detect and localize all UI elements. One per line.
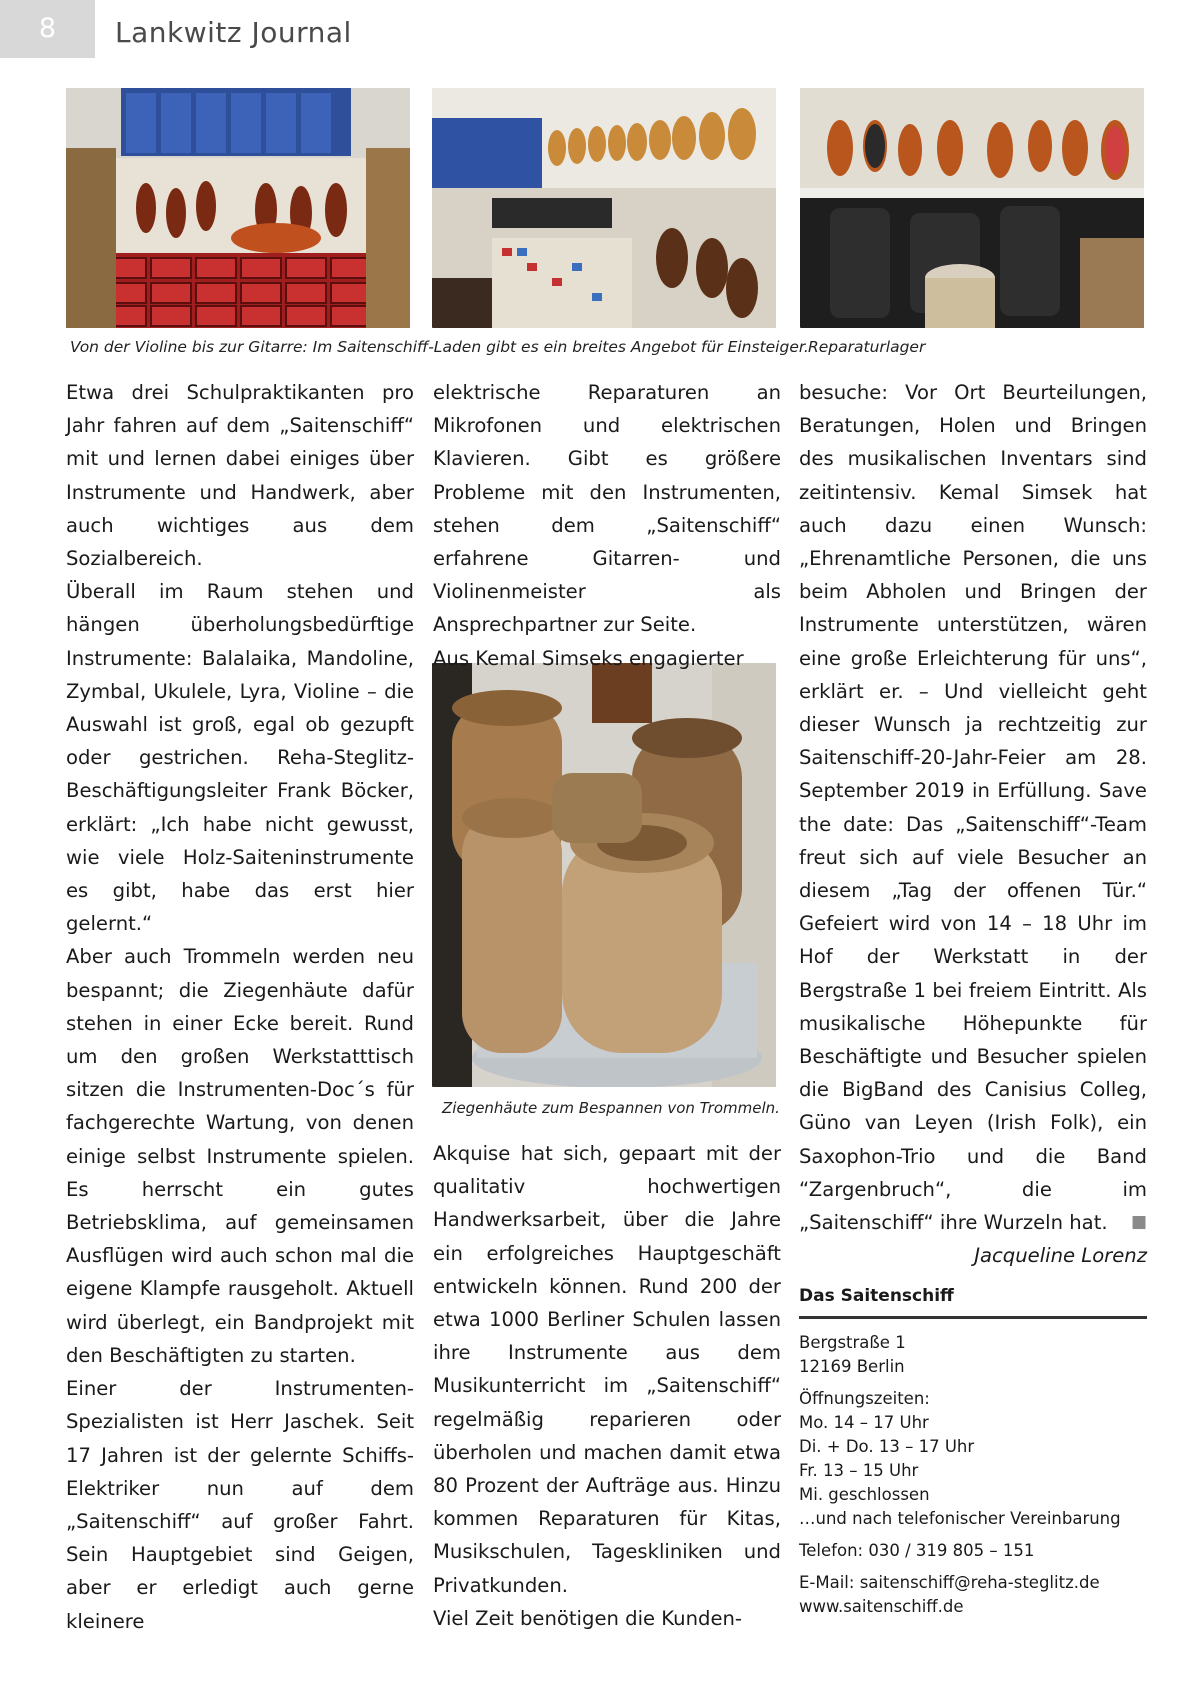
address-line: Bergstraße 1 (799, 1333, 906, 1352)
paragraph: Aus Kemal Simseks engagierter (433, 646, 744, 670)
phone: Telefon: 030 / 319 805 – 151 (799, 1541, 1035, 1560)
paragraph: Aber auch Trommeln werden neu bespannt; die Ziegenhäute dafür stehen in einer Ecke bereit. Rund um den großen Werkstatttisch sitzen die Instrumenten-Doc´s für fachgerechte Wartung, von denen einige selbst Instrumente spielen. Es herrscht ein gutes Betriebsklima, auf gemeinsamen Ausflügen wird auch schon mal die eigene Klampfe rausgeholt. Aktuell wird überlegt, ein Bandprojekt mit den Beschäftigten zu starten. (66, 945, 414, 1367)
caption-repair-storage: Reparaturlager (808, 338, 926, 356)
end-mark-icon: ■ (1130, 1212, 1147, 1233)
article-column-1 (66, 376, 414, 1638)
article-column-2-top (433, 376, 781, 675)
info-box-title: Das Saitenschiff (799, 1284, 1147, 1319)
address-line: 12169 Berlin (799, 1357, 905, 1376)
photo-goat-skins (432, 663, 776, 1087)
article-column-3 (799, 376, 1147, 1272)
photo-repair-storage (800, 88, 1144, 328)
hours-line: …und nach telefonischer Vereinbarung (799, 1509, 1121, 1528)
paragraph: elektrische Reparaturen an Mikrofonen und elektrischen Klavieren. Gibt es größere Probleme mit den Instrumenten, stehen dem „Saitenschiff“ erfahrene Gitarren- und Violinenmeister als Ansprechpartner zur Seite. (433, 381, 781, 637)
caption-shop-photos: Von der Violine bis zur Gitarre: Im Saitenschiff-Laden gibt es ein breites Angebot für Einsteiger. (70, 338, 809, 356)
author-name: Jacqueline Lorenz (974, 1244, 1147, 1268)
website-link[interactable]: www.saitenschiff.de (799, 1597, 964, 1616)
paragraph: Akquise hat sich, gepaart mit der qualitativ hochwertigen Handwerksarbeit, über die Jahre ein erfolgreiches Hauptgeschäft entwickeln können. Rund 200 der etwa 1000 Berliner Schulen lassen ihre Instrumente aus dem Musikunterricht im „Saitenschiff“ regelmäßig reparieren oder überholen und machen damit etwa 80 Prozent der Aufträge aus. Hinzu kommen Reparaturen für Kitas, Musikschulen, Tageskliniken und Privatkunden. (433, 1142, 781, 1597)
page-number: 8 (0, 0, 95, 58)
paragraph: Überall im Raum stehen und hängen überholungsbedürftige Instrumente: Balalaika, Mandoline, Zymbal, Ukulele, Lyra, Violine – die Auswahl ist groß, egal ob gezupft oder gestrichen. Reha-Steglitz-Beschäftigungsleiter Frank Böcker, erklärt: „Ich habe nicht gewusst, wie viele Holz-Saiteninstrumente es gibt, habe das erst hier gelernt.“ (66, 580, 414, 936)
hours-line: Fr. 13 – 15 Uhr (799, 1461, 919, 1480)
email-link[interactable]: E-Mail: saitenschiff@reha-steglitz.de (799, 1573, 1100, 1592)
hours-line: Mi. geschlossen (799, 1485, 930, 1504)
info-box (799, 1284, 1147, 1619)
hours-title: Öffnungszeiten: (799, 1389, 930, 1408)
paragraph (799, 376, 1147, 1239)
caption-goat-skins: Ziegenhäute zum Bespannen von Trommeln. (442, 1099, 780, 1117)
photo-guitar-shop (432, 88, 776, 328)
hours-line: Mo. 14 – 17 Uhr (799, 1413, 929, 1432)
paragraph: Einer der Instrumenten-Spezialisten ist Herr Jaschek. Seit 17 Jahren ist der gelernte Schiffs-Elektriker nun auf dem „Saitenschiff“ auf großer Fahrt. Sein Hauptgebiet sind Geigen, aber er erledigt auch gerne kleinere (66, 1377, 414, 1633)
page-header (0, 0, 1200, 60)
paragraph: Etwa drei Schulpraktikanten pro Jahr fahren auf dem „Saitenschiff“ mit und lernen dabei einiges über Instrumente und Handwerk, aber auch wichtiges aus dem Sozialbereich. (66, 381, 414, 571)
journal-title: Lankwitz Journal (115, 16, 352, 49)
hours-line: Di. + Do. 13 – 17 Uhr (799, 1437, 975, 1456)
paragraph-text: besuche: Vor Ort Beurteilungen, Beratungen, Holen und Bringen des musikalischen Inventars sind zeitintensiv. Kemal Simsek hat auch dazu einen Wunsch: „Ehrenamtliche Personen, die uns beim Abholen und Bringen der Instrumente unterstützen, wären eine große Erleichterung für uns“, erklärt er. – Und vielleicht geht dieser Wunsch ja rechtzeitig zur Saitenschiff-20-Jahr-Feier am 28. September 2019 in Erfüllung. Save the date: Das „Saitenschiff“-Team freut sich auf viele Besucher an diesem „Tag der offenen Tür.“ Gefeiert wird von 14 – 18 Uhr im Hof der Werkstatt in der Bergstraße 1 bei freiem Eintritt. Als musikalische Höhepunkte für Beschäftigte und Besucher spielen die BigBand des Canisius Colleg, Güno van Leyen (Irish Folk), ein Saxophon-Trio und die Band “Zargenbruch“, die im „Saitenschiff“ ihre Wurzeln hat. (799, 381, 1147, 1235)
article-column-2-bottom (433, 1137, 781, 1635)
photo-violin-shop (66, 88, 410, 328)
paragraph: Viel Zeit benötigen die Kunden- (433, 1606, 742, 1630)
